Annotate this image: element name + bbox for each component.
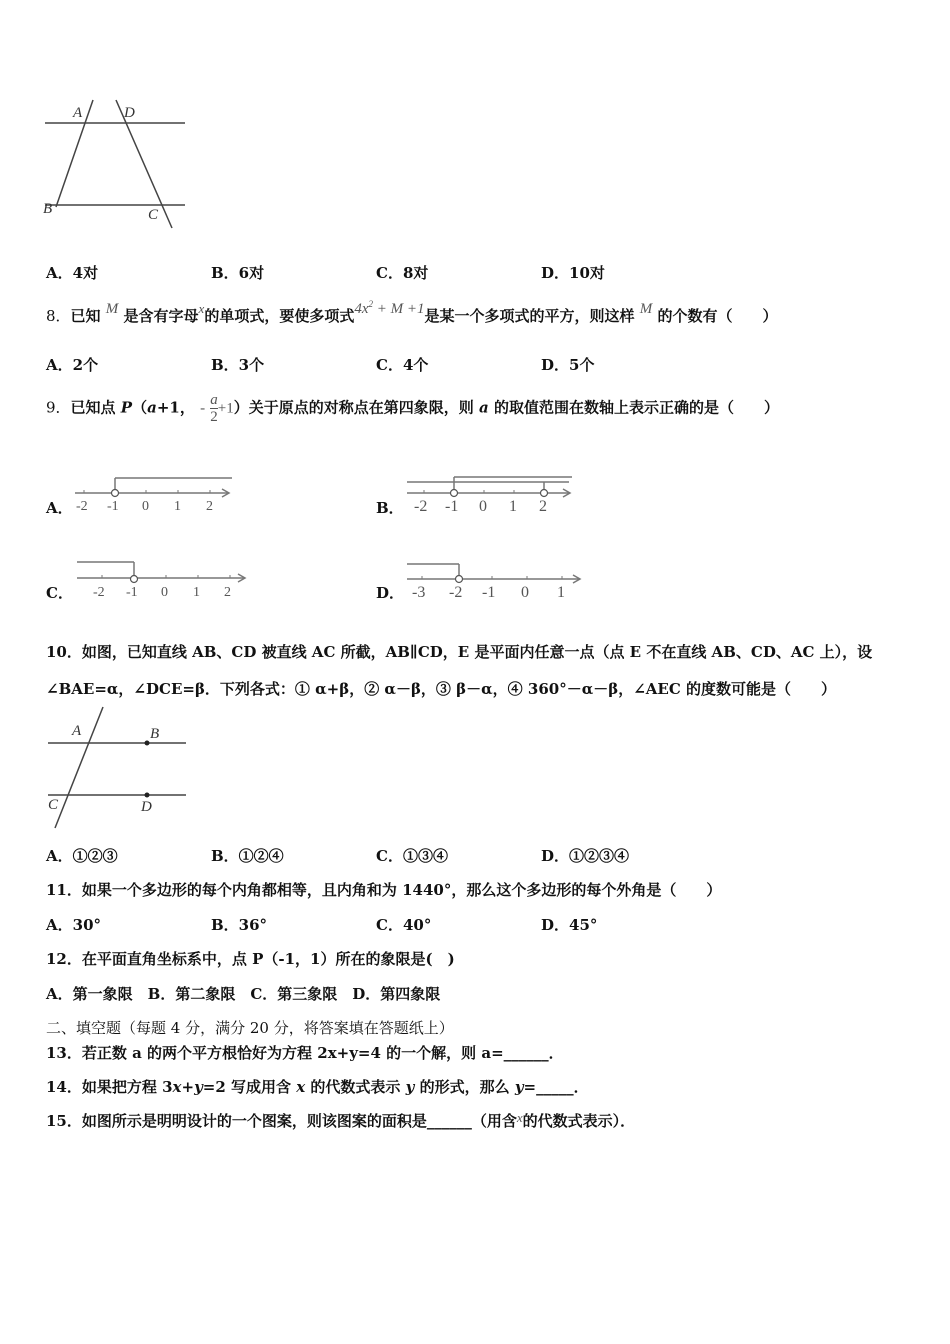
tick-label: -2	[449, 584, 463, 601]
q9-option-d[interactable]: D．	[376, 584, 405, 602]
tick-label: 0	[142, 499, 149, 514]
q8-option-c[interactable]: C．4个	[376, 356, 429, 374]
q8-option-d[interactable]: D．5个	[541, 356, 595, 374]
label-c: C	[148, 207, 159, 223]
q9-axis-b[interactable]	[402, 470, 577, 520]
label-a: A	[72, 723, 82, 739]
q9-axis-d[interactable]	[402, 555, 587, 603]
tick-label: -3	[412, 584, 426, 601]
q10-option-d[interactable]: D．①②③④	[541, 847, 630, 865]
q8-stem: 8．已知 M 是含有字母x的单项式，要使多项式$4x^2 + M +1$是某一个多项式的平方，则这样 M 的个数有（ ）	[46, 299, 778, 325]
q10-option-a[interactable]: A．①②③	[46, 847, 118, 865]
q7-option-d[interactable]: D．10对	[541, 264, 605, 282]
tick-label: 2	[206, 499, 213, 514]
q7-figure	[40, 95, 190, 235]
q15-stem: 15．如图所示是明明设计的一个图案，则该图案的面积是______（用含x的代数式表示）．	[46, 1110, 636, 1130]
tick-label: -2	[414, 498, 428, 515]
q9-stem: 9．已知点 P（a+1， - $\frac{a}{2}$ +1）关于原点的对称点在第四象限，则 a 的取值范围在数轴上表示正确的是（ ）	[46, 392, 779, 425]
tick-label: -1	[126, 585, 138, 600]
q11-option-c[interactable]: C．40°	[376, 916, 432, 934]
q8-option-a[interactable]: A．2个	[46, 356, 99, 374]
q10-figure	[40, 703, 190, 831]
label-b: B	[150, 726, 160, 742]
label-c: C	[48, 797, 59, 813]
tick-label: 0	[521, 584, 529, 601]
q11-option-b[interactable]: B．36°	[211, 916, 268, 934]
label-a: A	[73, 105, 83, 121]
q10-stem-line1: 10．如图，已知直线 AB、CD 被直线 AC 所截，AB∥CD，E 是平面内任意一点（点 E 不在直线 AB、CD、AC 上），设	[46, 643, 873, 661]
q11-stem: 11．如果一个多边形的每个内角都相等，且内角和为 1440°，那么这个多边形的每个外角是（ ）	[46, 881, 722, 899]
q9-option-b[interactable]: B．	[376, 499, 404, 517]
tick-label: 2	[539, 498, 547, 515]
q14-stem: 14．如果把方程 3x+y=2 写成用含 x 的代数式表示 y 的形式，那么 y=_____．	[46, 1078, 589, 1096]
tick-label: 1	[193, 585, 200, 600]
tick-label: -2	[93, 585, 105, 600]
tick-label: -1	[482, 584, 496, 601]
q12-options[interactable]: A．第一象限 B．第二象限 C．第三象限 D．第四象限	[46, 985, 441, 1003]
tick-label: 1	[174, 499, 181, 514]
q10-option-b[interactable]: B．①②④	[211, 847, 284, 865]
label-d: D	[141, 799, 152, 815]
tick-label: -1	[107, 499, 119, 514]
label-d: D	[124, 105, 135, 121]
tick-label: -2	[76, 499, 88, 514]
q9-axis-a[interactable]	[72, 470, 237, 520]
tick-label: 1	[557, 584, 565, 601]
q7-option-c[interactable]: C．8对	[376, 264, 429, 282]
q11-option-a[interactable]: A．30°	[46, 916, 102, 934]
q9-fraction: $\frac{a}{2}$	[210, 392, 218, 425]
q10-option-c[interactable]: C．①③④	[376, 847, 448, 865]
q9-axis-c[interactable]	[72, 555, 252, 603]
section-heading: 二、填空题（每题 4 分，满分 20 分，将答案填在答题纸上）	[46, 1019, 454, 1037]
q12-stem: 12．在平面直角坐标系中，点 P（-1，1）所在的象限是( )	[46, 950, 455, 968]
tick-label: -1	[445, 498, 459, 515]
tick-label: 0	[479, 498, 487, 515]
q10-stem-line2: ∠BAE=α，∠DCE=β．下列各式：① α+β，② α－β，③ β－α，④ 360°－α－β，∠AEC 的度数可能是（ ）	[46, 680, 836, 698]
tick-label: 1	[509, 498, 517, 515]
q13-stem: 13．若正数 a 的两个平方根恰好为方程 2x+y=4 的一个解，则 a=______．	[46, 1044, 564, 1062]
q9-option-a[interactable]: A．	[46, 499, 73, 517]
q9-option-c[interactable]: C．	[46, 584, 73, 602]
q11-option-d[interactable]: D．45°	[541, 916, 598, 934]
label-b: B	[43, 201, 53, 217]
tick-label: 2	[224, 585, 231, 600]
q7-option-b[interactable]: B．6对	[211, 264, 265, 282]
tick-label: 0	[161, 585, 168, 600]
q8-option-b[interactable]: B．3个	[211, 356, 265, 374]
q7-option-a[interactable]: A．4对	[46, 264, 99, 282]
